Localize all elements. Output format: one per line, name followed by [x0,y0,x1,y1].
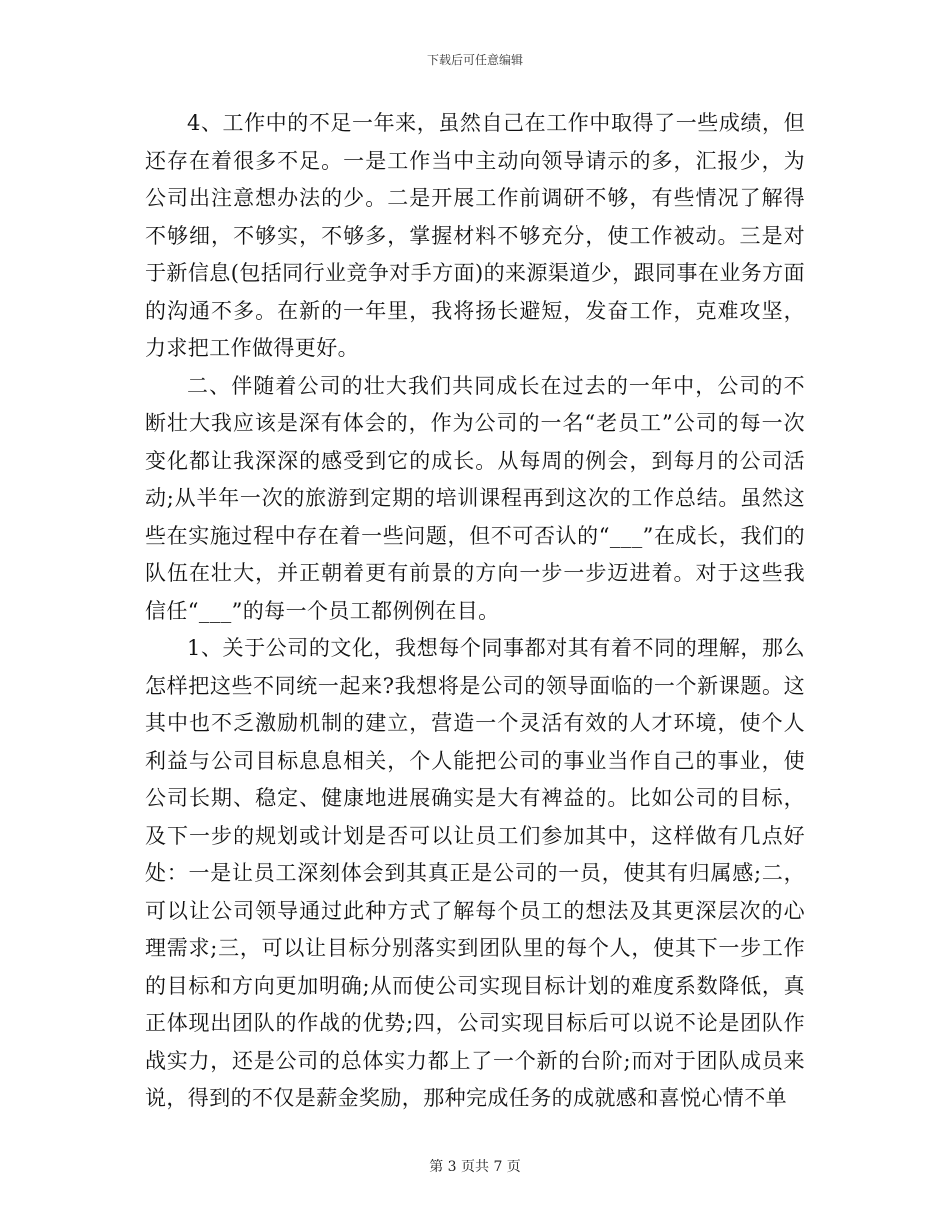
page-header: 下载后可任意编辑 [426,53,523,67]
paragraph-work-shortcomings: 4、工作中的不足一年来，虽然自己在工作中取得了一些成绩，但还存在着很多不足。一是工作当中主动向领导请示的多，汇报少，为公司出注意想办法的少。二是开展工作前调研不够，有些情况了解得不够细，不够实，不够多，掌握材料不够充分，使工作被动。三是对于新信息(包括同行业竞争对手方面)的来源渠道少，跟同事在业务方面的沟通不多。在新的一年里，我将扬长避短，发奋工作，克难攻坚，力求把工作做得更好。 [145,111,805,360]
paragraph-growing-with-company: 二、伴随着公司的壮大我们共同成长在过去的一年中，公司的不断壮大我应该是深有体会的，作为公司的一名“老员工”公司的每一次变化都让我深深的感受到它的成长。从每周的例会，到每月的公司活动;从半年一次的旅游到定期的培训课程再到这次的工作总结。虽然这些在实施过程中存在着一些问题，但不可否认的“___”在成长，我们的队伍在壮大，并正朝着更有前景的方向一步一步迈进着。对于这些我信任“___”的每一个员工都例例在目。 [145,373,805,623]
paragraph-company-culture: 1、关于公司的文化，我想每个同事都对其有着不同的理解，那么怎样把这些不同统一起来?我想将是公司的领导面临的一个新课题。这其中也不乏激励机制的建立，营造一个灵活有效的人才环境，使个人利益与公司目标息息相关，个人能把公司的事业当作自己的事业，使公司长期、稳定、健康地进展确实是大有裨益的。比如公司的目标，及下一步的规划或计划是否可以让员工们参加其中，这样做有几点好处：一是让员工深刻体会到其真正是公司的一员，使其有归属感;二，可以让公司领导通过此种方式了解每个员工的想法及其更深层次的心理需求;三，可以让目标分别落实到团队里的每个人，使其下一步工作的目标和方向更加明确;从而使公司实现目标计划的难度系数降低，真正体现出团队的作战的优势;四，公司实现目标后可以说不论是团队作战实力，还是公司的总体实力都上了一个新的台阶;而对于团队成员来说，得到的不仅是薪金奖励，那种完成任务的成就感和喜悦心情不单 [145,636,805,1110]
page-number: 第 3 页共 7 页 [429,1159,521,1175]
document-body [145,105,805,1118]
